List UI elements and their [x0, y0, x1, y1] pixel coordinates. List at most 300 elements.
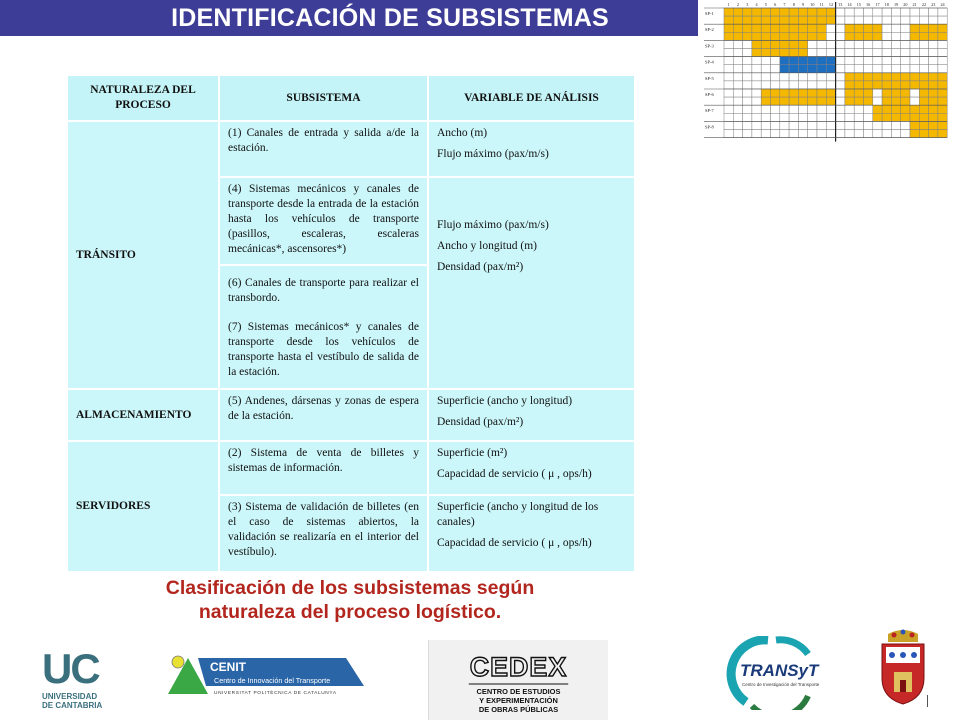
schedule-cell: [891, 81, 900, 89]
schedule-cell: [808, 65, 817, 73]
schedule-cell: [733, 81, 742, 89]
schedule-cell: [929, 24, 938, 32]
schedule-cell: [882, 32, 891, 40]
schedule-cell: [789, 8, 798, 16]
variable-item: Ancho y longitud (m): [437, 240, 537, 252]
schedule-row-label: SP-7: [705, 108, 714, 114]
schedule-cell: [864, 81, 873, 89]
schedule-cell: [771, 24, 780, 32]
schedule-cell: [771, 121, 780, 129]
schedule-cell: [826, 81, 835, 89]
schedule-cell: [817, 89, 826, 97]
schedule-cell: [817, 113, 826, 121]
table-row: [67, 121, 635, 177]
schedule-cell: [910, 113, 919, 121]
schedule-cell: [798, 40, 807, 48]
schedule-cell: [826, 40, 835, 48]
schedule-cell: [919, 32, 928, 40]
schedule-cell: [938, 40, 947, 48]
schedule-cell: [845, 89, 854, 97]
schedule-cell: [938, 81, 947, 89]
schedule-cell: [938, 57, 947, 65]
schedule-cell: [901, 49, 910, 57]
schedule-cell: [854, 105, 863, 113]
schedule-cell: [891, 49, 900, 57]
schedule-cell: [836, 40, 845, 48]
schedule-cell: [780, 32, 789, 40]
schedule-cell: [780, 81, 789, 89]
schedule-cell: [771, 32, 780, 40]
schedule-cell: [845, 130, 854, 138]
schedule-cell: [873, 49, 882, 57]
schedule-cell: [761, 73, 770, 81]
cenit-logo: [166, 652, 366, 696]
schedule-cell: [826, 49, 835, 57]
schedule-cell: [836, 73, 845, 81]
schedule-cell: [724, 89, 733, 97]
schedule-cell: [845, 105, 854, 113]
schedule-cell: [771, 49, 780, 57]
schedule-cell: [929, 113, 938, 121]
transyt-logo-name: TRANSyT: [740, 661, 819, 680]
schedule-cell: [808, 113, 817, 121]
schedule-cell: [817, 97, 826, 105]
schedule-cell: [743, 24, 752, 32]
schedule-cell: [780, 16, 789, 24]
variable-item: Densidad (pax/m²): [437, 261, 524, 273]
schedule-cell: [761, 130, 770, 138]
schedule-cell: [864, 130, 873, 138]
schedule-cell: [891, 89, 900, 97]
schedule-cell: [864, 24, 873, 32]
schedule-cell: [761, 65, 770, 73]
schedule-cell: [882, 105, 891, 113]
schedule-col-label: 15: [856, 2, 861, 7]
schedule-cell: [836, 89, 845, 97]
schedule-cell: [882, 49, 891, 57]
schedule-cell: [733, 113, 742, 121]
subsystem-item: (7) Sistemas mecánicos* y canales de transporte desde los vehículos de transporte hasta el vestíbulo de salida de la estación.: [228, 321, 419, 378]
schedule-cell: [864, 73, 873, 81]
schedule-cell: [891, 40, 900, 48]
schedule-cell: [752, 8, 761, 16]
schedule-cell: [808, 8, 817, 16]
schedule-cell: [826, 24, 835, 32]
schedule-cell: [845, 73, 854, 81]
schedule-cell: [910, 40, 919, 48]
schedule-cell: [919, 57, 928, 65]
schedule-cell: [780, 89, 789, 97]
schedule-cell: [938, 89, 947, 97]
schedule-cell: [826, 16, 835, 24]
schedule-cell: [752, 73, 761, 81]
schedule-cell: [901, 97, 910, 105]
uc-logo-mark: UC: [42, 645, 99, 692]
schedule-cell: [882, 89, 891, 97]
schedule-cell: [901, 57, 910, 65]
variable-item: Capacidad de servicio ( μ , ops/h): [437, 537, 592, 549]
schedule-cell: [854, 24, 863, 32]
schedule-cell: [873, 113, 882, 121]
schedule-cell: [901, 121, 910, 129]
schedule-row-label: SP-3: [705, 43, 714, 49]
schedule-cell: [752, 57, 761, 65]
table-row: [67, 441, 635, 495]
category-servidores: SERVIDORES: [67, 441, 219, 572]
transyt-logo: [716, 636, 836, 710]
schedule-cell: [910, 130, 919, 138]
schedule-cell: [873, 130, 882, 138]
schedule-cell: [938, 105, 947, 113]
schedule-cell: [771, 113, 780, 121]
schedule-cell: [798, 57, 807, 65]
schedule-cell: [845, 24, 854, 32]
schedule-cell: [864, 113, 873, 121]
schedule-cell: [743, 49, 752, 57]
schedule-cell: [798, 105, 807, 113]
schedule-cell: [724, 73, 733, 81]
schedule-cell: [761, 49, 770, 57]
schedule-cell: [798, 32, 807, 40]
schedule-cell: [919, 49, 928, 57]
schedule-cell: [826, 32, 835, 40]
schedule-cell: [938, 8, 947, 16]
schedule-cell: [743, 8, 752, 16]
schedule-cell: [752, 24, 761, 32]
schedule-cell: [845, 49, 854, 57]
schedule-cell: [826, 89, 835, 97]
subsystem-cell: (3) Sistema de validación de billetes (en el caso de sistemas abiertos, la validación se realizaría en el interior del vestíbulo).: [219, 495, 428, 572]
schedule-cell: [864, 8, 873, 16]
schedule-cell: [882, 73, 891, 81]
schedule-cell: [919, 105, 928, 113]
schedule-cell: [882, 97, 891, 105]
schedule-cell: [882, 130, 891, 138]
schedule-cell: [817, 130, 826, 138]
schedule-cell: [919, 89, 928, 97]
schedule-col-label: 14: [847, 2, 852, 7]
schedule-row-label: SP-4: [705, 59, 714, 65]
schedule-cell: [919, 40, 928, 48]
schedule-cell: [808, 105, 817, 113]
schedule-cell: [817, 8, 826, 16]
schedule-cell: [789, 57, 798, 65]
schedule-cell: [743, 130, 752, 138]
schedule-cell: [789, 105, 798, 113]
schedule-cell: [761, 8, 770, 16]
schedule-cell: [808, 24, 817, 32]
schedule-cell: [780, 8, 789, 16]
schedule-col-label: 10: [810, 2, 815, 7]
schedule-cell: [910, 97, 919, 105]
schedule-cell: [901, 40, 910, 48]
schedule-cell: [938, 65, 947, 73]
schedule-cell: [761, 121, 770, 129]
schedule-cell: [761, 24, 770, 32]
schedule-cell: [873, 16, 882, 24]
schedule-cell: [817, 32, 826, 40]
schedule-cell: [798, 97, 807, 105]
schedule-cell: [761, 105, 770, 113]
schedule-cell: [873, 40, 882, 48]
schedule-cell: [910, 57, 919, 65]
schedule-cell: [743, 16, 752, 24]
schedule-cell: [929, 130, 938, 138]
schedule-cell: [826, 8, 835, 16]
schedule-cell: [789, 97, 798, 105]
schedule-cell: [771, 89, 780, 97]
cedex-logo-line3: DE OBRAS PÚBLICAS: [478, 704, 559, 714]
schedule-cell: [771, 65, 780, 73]
schedule-cell: [771, 40, 780, 48]
schedule-col-label: 24: [940, 2, 945, 7]
cenit-logo-name: CENIT: [210, 660, 246, 674]
schedule-cell: [873, 89, 882, 97]
schedule-cell: [817, 65, 826, 73]
schedule-cell: [919, 121, 928, 129]
schedule-cell: [798, 113, 807, 121]
schedule-cell: [910, 81, 919, 89]
cenit-logo-line1: Centro de Innovación del Transporte: [214, 676, 331, 685]
schedule-cell: [845, 121, 854, 129]
schedule-cell: [743, 73, 752, 81]
schedule-cell: [901, 73, 910, 81]
schedule-cell: [808, 97, 817, 105]
schedule-col-label: 3: [746, 2, 749, 7]
schedule-cell: [836, 49, 845, 57]
schedule-cell: [752, 89, 761, 97]
schedule-cell: [798, 16, 807, 24]
schedule-cell: [780, 97, 789, 105]
schedule-cell: [836, 81, 845, 89]
schedule-cell: [733, 121, 742, 129]
schedule-cell: [752, 105, 761, 113]
schedule-cell: [845, 16, 854, 24]
schedule-cell: [798, 81, 807, 89]
schedule-cell: [836, 105, 845, 113]
schedule-cell: [910, 89, 919, 97]
schedule-cell: [901, 16, 910, 24]
schedule-cell: [798, 121, 807, 129]
schedule-cell: [854, 73, 863, 81]
schedule-cell: [752, 16, 761, 24]
schedule-cell: [854, 121, 863, 129]
cenit-logo-line2: UNIVERSITAT POLITÈCNICA DE CATALUNYA: [214, 691, 337, 696]
schedule-cell: [817, 73, 826, 81]
schedule-cell: [882, 65, 891, 73]
transyt-logo-sub: Centro de Investigación del Transporte: [742, 682, 820, 687]
schedule-cell: [798, 73, 807, 81]
cedex-logo: [428, 640, 608, 720]
schedule-cell: [724, 105, 733, 113]
page-title: IDENTIFICACIÓN DE SUBSISTEMAS: [171, 4, 609, 32]
schedule-row-label: SP-2: [705, 27, 714, 33]
schedule-col-label: 11: [819, 2, 824, 7]
schedule-cell: [891, 32, 900, 40]
schedule-cell: [929, 65, 938, 73]
schedule-cell: [743, 97, 752, 105]
divider-mark: [927, 695, 928, 707]
schedule-col-label: 7: [783, 2, 786, 7]
schedule-cell: [761, 57, 770, 65]
schedule-cell: [761, 81, 770, 89]
schedule-cell: [929, 16, 938, 24]
schedule-cell: [752, 97, 761, 105]
schedule-cell: [864, 32, 873, 40]
schedule-cell: [873, 81, 882, 89]
variable-item: Superficie (ancho y longitud): [437, 395, 573, 407]
category-transito: TRÁNSITO: [67, 121, 219, 389]
schedule-cell: [789, 130, 798, 138]
schedule-cell: [780, 121, 789, 129]
schedule-cell: [910, 16, 919, 24]
schedule-cell: [789, 65, 798, 73]
subsystem-cell: (1) Canales de entrada y salida a/de la estación.: [219, 121, 428, 177]
schedule-cell: [910, 8, 919, 16]
schedule-cell: [873, 121, 882, 129]
variable-item: Ancho (m): [437, 127, 488, 139]
schedule-col-label: 23: [931, 2, 936, 7]
schedule-cell: [864, 49, 873, 57]
schedule-cell: [864, 65, 873, 73]
schedule-cell: [817, 105, 826, 113]
schedule-cell: [808, 16, 817, 24]
schedule-gantt-chart: [700, 0, 960, 147]
variable-item: Superficie (ancho y longitud de los canales): [437, 501, 599, 528]
cedex-logo-line2: Y EXPERIMENTACIÓN: [479, 695, 558, 705]
schedule-cell: [817, 81, 826, 89]
schedule-cell: [743, 32, 752, 40]
schedule-cell: [864, 16, 873, 24]
schedule-cell: [854, 97, 863, 105]
subsystem-cell: [219, 265, 428, 389]
schedule-cell: [910, 24, 919, 32]
schedule-cell: [826, 130, 835, 138]
schedule-cell: [733, 73, 742, 81]
schedule-cell: [743, 57, 752, 65]
schedule-cell: [854, 32, 863, 40]
schedule-cell: [864, 105, 873, 113]
schedule-cell: [733, 8, 742, 16]
schedule-cell: [724, 32, 733, 40]
schedule-cell: [826, 57, 835, 65]
schedule-cell: [817, 40, 826, 48]
schedule-cell: [733, 105, 742, 113]
schedule-cell: [873, 8, 882, 16]
coat-of-arms-icon: [878, 628, 928, 706]
table-row: [67, 389, 635, 441]
schedule-cell: [910, 49, 919, 57]
schedule-cell: [780, 65, 789, 73]
schedule-cell: [919, 16, 928, 24]
schedule-cell: [733, 89, 742, 97]
schedule-cell: [845, 97, 854, 105]
schedule-cell: [808, 57, 817, 65]
schedule-cell: [771, 130, 780, 138]
schedule-cell: [891, 105, 900, 113]
schedule-cell: [724, 8, 733, 16]
caption-line: Clasificación de los subsistemas según: [165, 577, 535, 599]
schedule-cell: [798, 65, 807, 73]
schedule-cell: [798, 89, 807, 97]
schedule-cell: [743, 105, 752, 113]
schedule-cell: [864, 57, 873, 65]
schedule-cell: [891, 65, 900, 73]
schedule-cell: [808, 89, 817, 97]
schedule-col-label: 2: [736, 2, 739, 7]
schedule-col-label: 8: [792, 2, 795, 7]
schedule-cell: [882, 40, 891, 48]
schedule-col-label: 17: [875, 2, 880, 7]
schedule-cell: [919, 24, 928, 32]
uc-logo-line1: UNIVERSIDAD: [42, 692, 98, 701]
schedule-cell: [938, 121, 947, 129]
schedule-cell: [845, 57, 854, 65]
schedule-cell: [733, 32, 742, 40]
schedule-cell: [929, 40, 938, 48]
schedule-cell: [910, 121, 919, 129]
schedule-cell: [780, 24, 789, 32]
schedule-cell: [724, 121, 733, 129]
schedule-cell: [919, 97, 928, 105]
schedule-cell: [752, 81, 761, 89]
schedule-cell: [733, 97, 742, 105]
schedule-cell: [891, 113, 900, 121]
schedule-cell: [733, 57, 742, 65]
schedule-cell: [817, 16, 826, 24]
schedule-cell: [789, 49, 798, 57]
schedule-cell: [929, 32, 938, 40]
schedule-cell: [752, 32, 761, 40]
variable-cell: [428, 177, 635, 389]
schedule-cell: [724, 65, 733, 73]
header-variable: VARIABLE DE ANÁLISIS: [428, 75, 635, 121]
schedule-cell: [752, 49, 761, 57]
schedule-cell: [836, 8, 845, 16]
variable-cell: [428, 441, 635, 495]
schedule-cell: [771, 8, 780, 16]
schedule-cell: [817, 121, 826, 129]
schedule-cell: [854, 16, 863, 24]
uc-logo-line2: DE CANTABRIA: [42, 701, 103, 710]
schedule-cell: [938, 97, 947, 105]
schedule-cell: [789, 24, 798, 32]
schedule-cell: [808, 121, 817, 129]
variable-cell: [428, 121, 635, 177]
schedule-cell: [808, 130, 817, 138]
variable-item: Capacidad de servicio ( μ , ops/h): [437, 468, 592, 480]
schedule-cell: [733, 49, 742, 57]
schedule-cell: [826, 105, 835, 113]
schedule-cell: [910, 73, 919, 81]
schedule-cell: [929, 97, 938, 105]
table-header-row: [67, 75, 635, 121]
schedule-cell: [873, 32, 882, 40]
schedule-cell: [817, 24, 826, 32]
figure-caption: [66, 576, 634, 624]
schedule-cell: [845, 40, 854, 48]
schedule-row-label: SP-6: [705, 92, 714, 97]
schedule-cell: [808, 73, 817, 81]
schedule-cell: [882, 113, 891, 121]
schedule-row-label: SP-5: [705, 75, 714, 81]
schedule-cell: [873, 97, 882, 105]
schedule-cell: [724, 113, 733, 121]
schedule-cell: [789, 81, 798, 89]
caption-line: naturaleza del proceso logístico.: [198, 601, 502, 623]
category-almacenamiento: ALMACENAMIENTO: [67, 389, 219, 441]
schedule-cell: [864, 121, 873, 129]
